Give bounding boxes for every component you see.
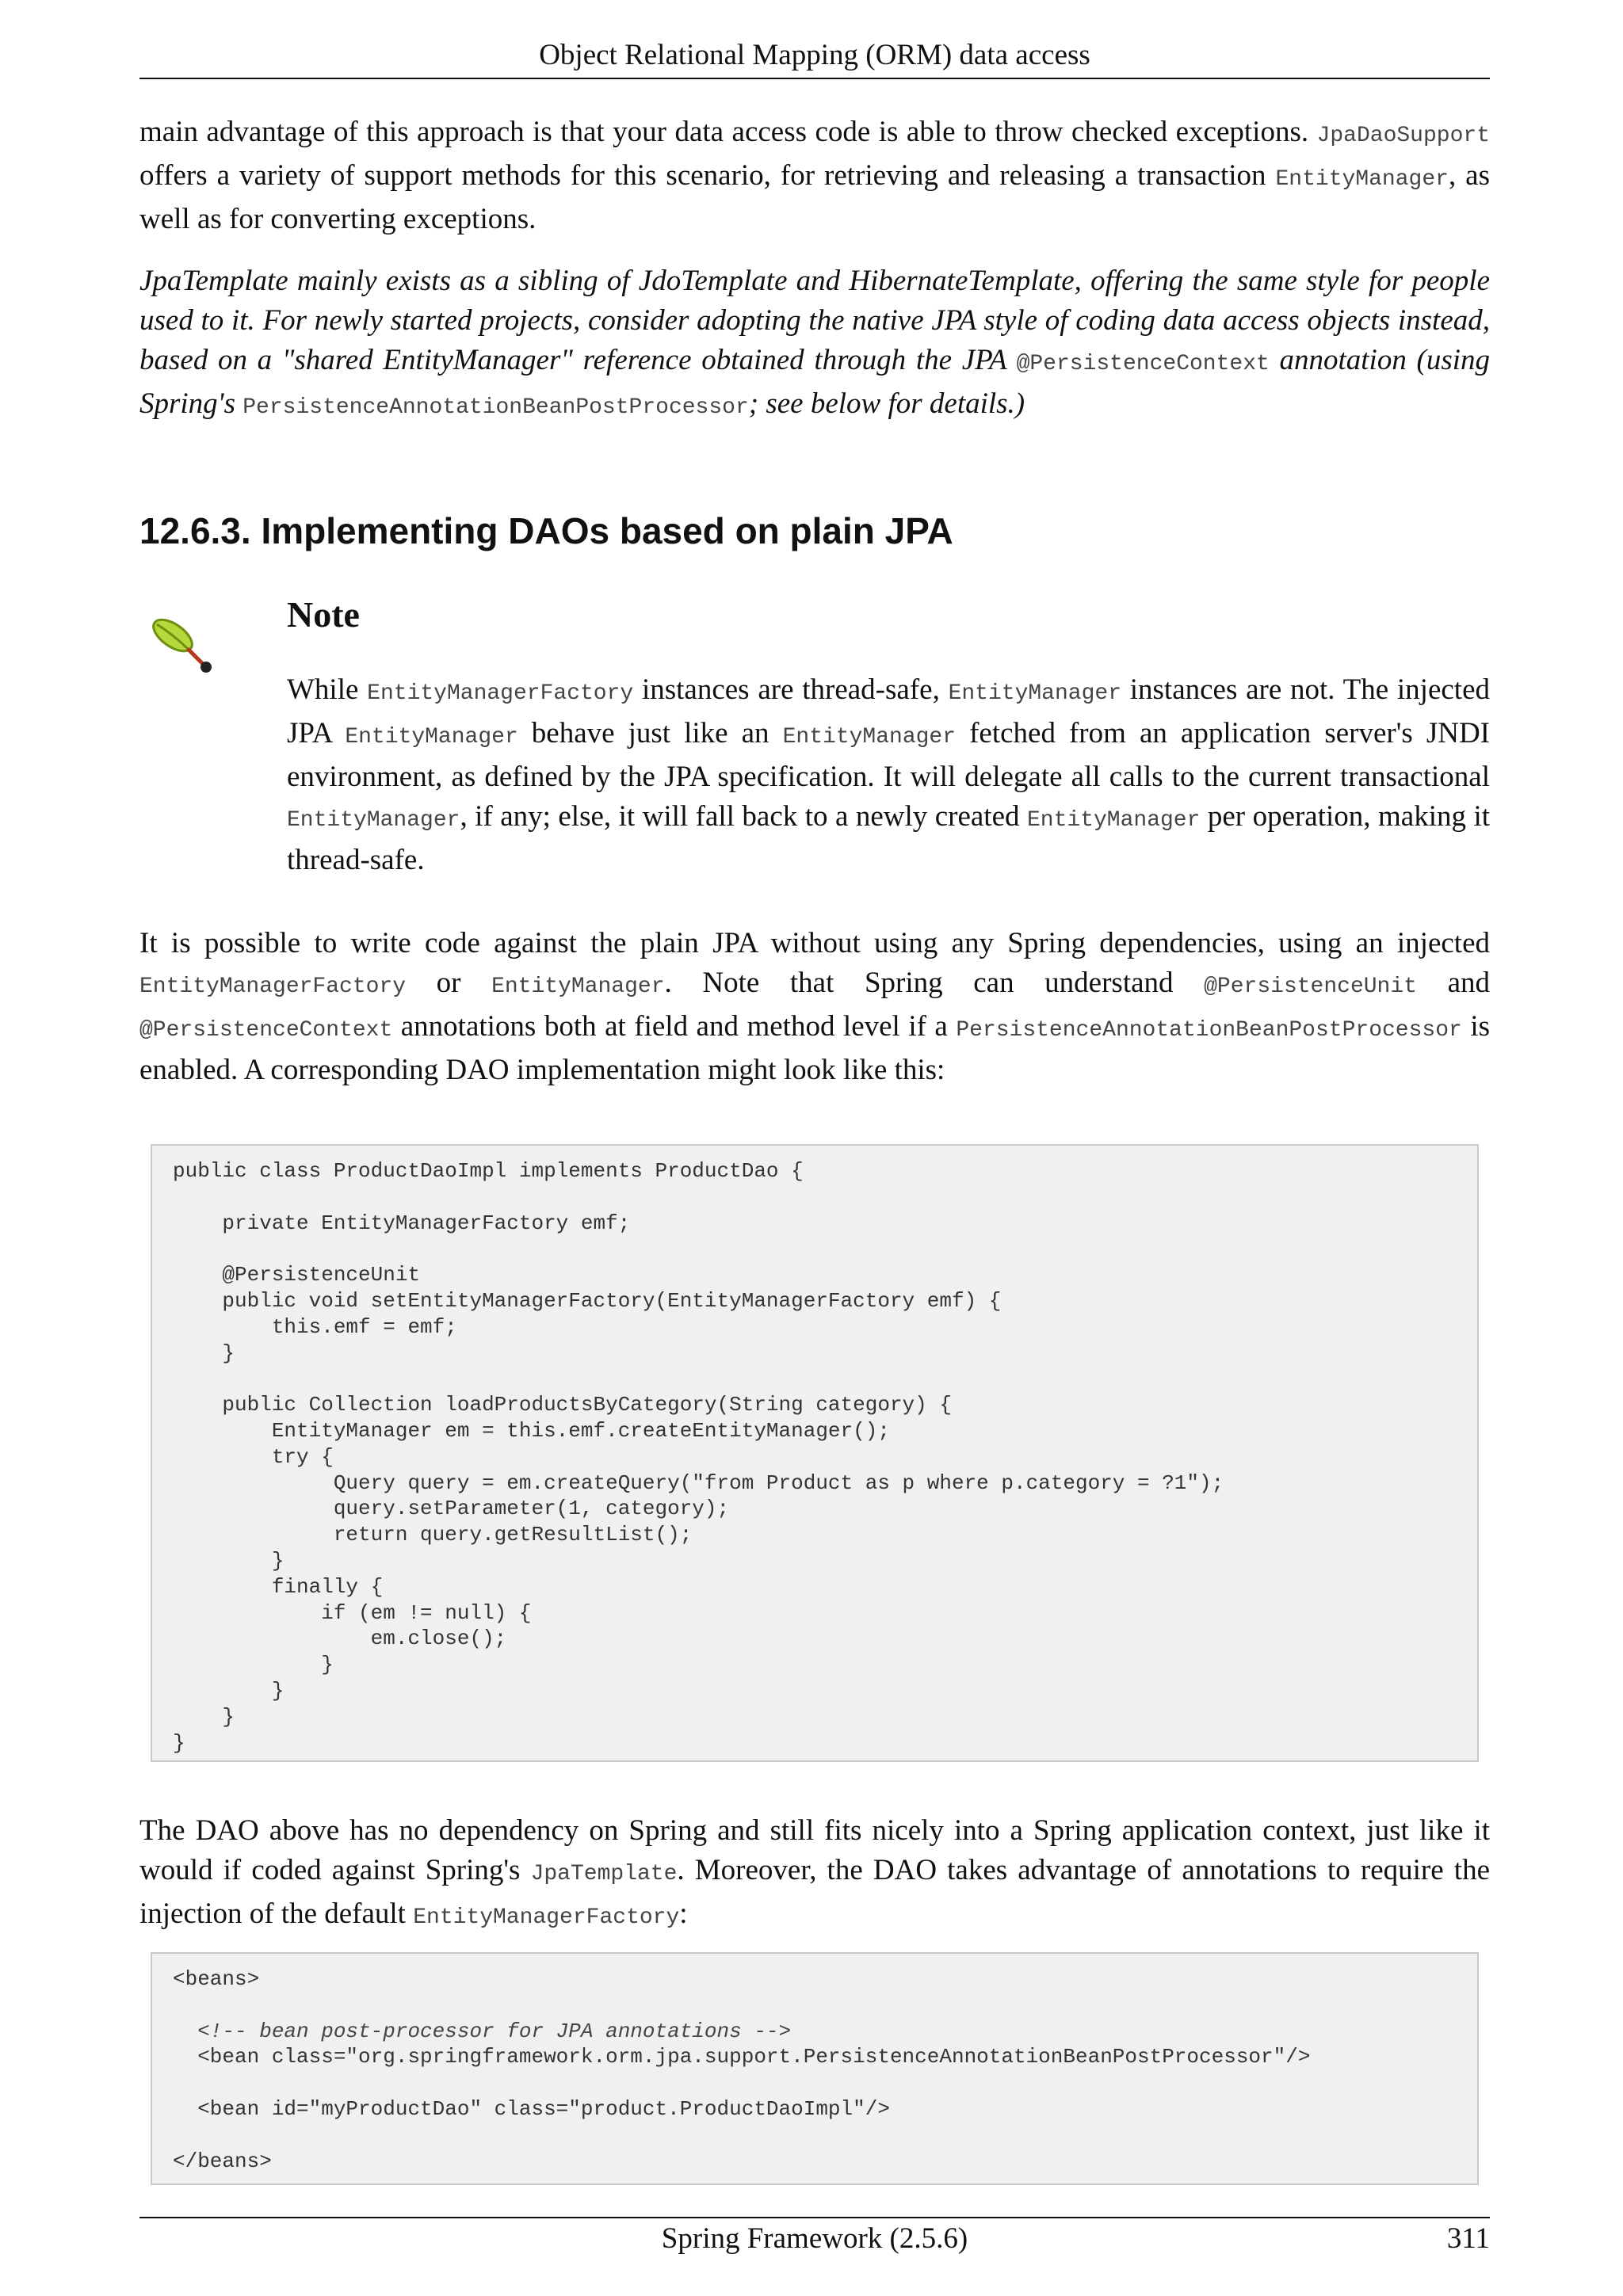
- paragraph-dao-no-dependency: The DAO above has no dependency on Spring and still fits nicely into a Spring application context, just like it would if coded against Spring's JpaTemplate. Moreover, the DAO takes advantage of annotations to require the injection of the default EntityManagerFactory:: [139, 1814, 1490, 1930]
- code-listing: public class ProductDaoImpl implements ProductDao { private EntityManagerFactory emf; @PersistenceUnit public void setEntityManagerFactory(EntityManagerFactory emf) { this.emf = emf; } public Collection loadProductsByCategory(String category) { EntityManager em = this.emf.createEntityManager(); try { Query query = em.createQuery("from Product as p where p.category = ?1"); query.setParameter(1, category); return query.getResultList(); } finally { if (em != null) { em.close(); } } } }: [173, 1159, 1224, 1755]
- running-header: Object Relational Mapping (ORM) data access: [539, 39, 1090, 71]
- inline-code: EntityManager: [287, 808, 460, 833]
- inline-code: @PersistenceContext: [139, 1018, 393, 1043]
- paragraph-jpadaosupport: main advantage of this approach is that your data access code is able to throw checked exceptions. JpaDaoSupport offers a variety of support methods for this scenario, for retrieving and releasing a transaction EntityManager, as well as for converting exceptions.: [139, 116, 1490, 235]
- leaf-note-icon: [139, 602, 227, 689]
- inline-code: EntityManagerFactory: [413, 1905, 680, 1930]
- inline-code: EntityManager: [1026, 808, 1201, 833]
- inline-code: EntityManagerFactory: [367, 681, 634, 706]
- footer-rule: [139, 2217, 1490, 2218]
- inline-code: JpaTemplate: [530, 1862, 678, 1886]
- section-heading: 12.6.3. Implementing DAOs based on plain JPA: [139, 510, 953, 551]
- footer-title: Spring Framework (2.5.6): [661, 2222, 968, 2255]
- note-body: While EntityManagerFactory instances are thread-safe, EntityManager instances are not. The injected JPA EntityManager behave just like an EntityManager fetched from an application server's JNDI environment, as defined by the JPA specification. It will delegate all calls to the current transactional EntityManager, if any; else, it will fall back to a newly created EntityManager per operation, making it thread-safe.: [287, 673, 1491, 876]
- paragraph-jpatemplate-remark: JpaTemplate mainly exists as a sibling of JdoTemplate and HibernateTemplate, offering the same style for people used to it. For newly started projects, consider adopting the native JPA style of coding data access objects instead, based on a "shared EntityManager" reference obtained through the JPA @PersistenceContext annotation (using Spring's PersistenceAnnotationBeanPostProcessor; see below for details.): [139, 265, 1491, 420]
- inline-code: EntityManager: [782, 725, 957, 749]
- inline-code: EntityManager: [491, 974, 665, 999]
- inline-code: PersistenceAnnotationBeanPostProcessor: [242, 395, 749, 420]
- inline-code: EntityManager: [1275, 167, 1449, 192]
- xml-comment: <!-- bean post-processor for JPA annotations -->: [173, 2019, 792, 2043]
- paragraph-plain-jpa: It is possible to write code against the plain JPA without using any Spring dependencies, using an injected EntityManagerFactory or EntityManager. Note that Spring can understand @PersistenceUnit and @PersistenceContext annotations both at field and method level if a PersistenceAnnotationBeanPostProcessor is enabled. A corresponding DAO implementation might look like this:: [139, 927, 1490, 1086]
- header-rule: [139, 78, 1490, 79]
- note-title: Note: [287, 594, 360, 635]
- inline-code: EntityManager: [345, 725, 518, 749]
- code-listing: <beans> <!-- bean post-processor for JPA annotations --> <bean class="org.springframework.orm.jpa.support.PersistenceAnnotationBeanPostProcessor"/> <bean id="myProductDao" class="product.ProductDaoImpl"/> </beans>: [173, 1967, 1311, 2173]
- page-number: 311: [1446, 2222, 1490, 2255]
- inline-code: EntityManager: [948, 681, 1121, 706]
- inline-code: JpaDaoSupport: [1316, 124, 1490, 148]
- code-block-beans-config: [151, 1952, 1479, 2185]
- inline-code: EntityManagerFactory: [139, 974, 407, 999]
- inline-code: @PersistenceContext: [1016, 352, 1270, 376]
- inline-code: @PersistenceUnit: [1204, 974, 1417, 999]
- inline-code: PersistenceAnnotationBeanPostProcessor: [956, 1018, 1462, 1043]
- code-block-productdaoimpl: [151, 1144, 1479, 1762]
